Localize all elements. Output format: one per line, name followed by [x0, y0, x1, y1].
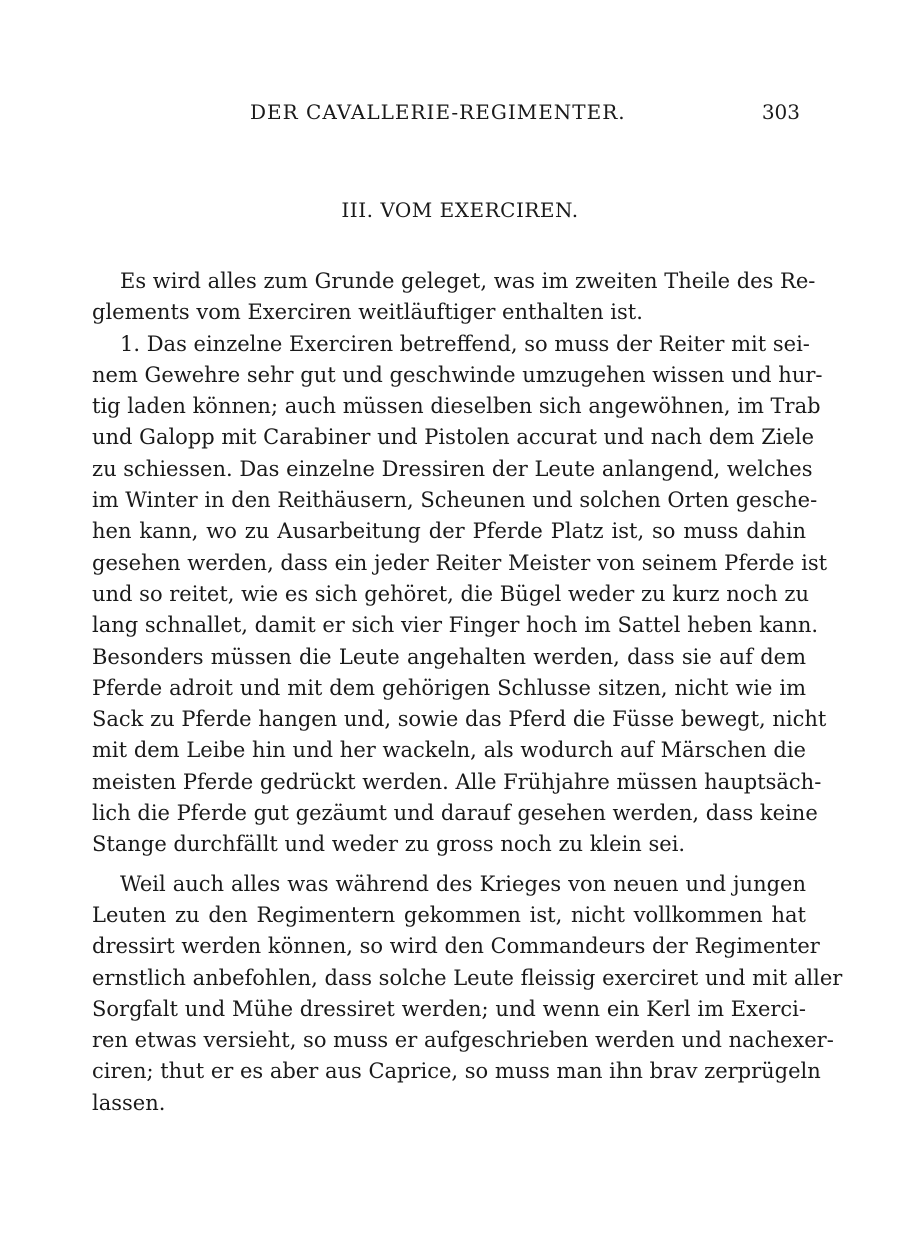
paragraph: [92, 266, 816, 329]
text-line: und Galopp mit Carabiner und Pistolen accurat und nach dem Ziele: [92, 425, 815, 450]
text-line: Leuten zu den Regimentern gekommen ist, nicht vollkommen hat: [92, 902, 806, 927]
text-line: nem Gewehre sehr gut und geschwinde umzugehen wissen und hur-: [92, 362, 823, 387]
text-line: lang schnallet, damit er sich vier Finger hoch im Sattel heben kann.: [92, 613, 819, 638]
text-line: Sack zu Pferde hangen und, sowie das Pferd die Füsse bewegt, nicht: [92, 707, 827, 732]
text-line: Es wird alles zum Grunde geleget, was im zweiten Theile des Re-: [120, 269, 816, 293]
paragraph: [92, 329, 828, 861]
text-line: 1. Das einzelne Exerciren betreffend, so muss der Reiter mit sei-: [120, 331, 810, 356]
text-line: tig laden können; auch müssen dieselben sich angewöhnen, im Trab: [92, 394, 821, 419]
text-line: lich die Pferde gut gezäumt und darauf gesehen werden, dass keine: [92, 801, 818, 826]
text-line: lassen.: [92, 1090, 166, 1115]
text-line: gesehen werden, dass ein jeder Reiter Meister von seinem Pferde ist: [92, 550, 828, 575]
paragraph: [92, 869, 843, 1119]
text-line: mit dem Leibe hin und her wackeln, als wodurch auf Märschen die: [92, 738, 806, 763]
section-title: III. VOM EXERCIREN.: [341, 198, 579, 222]
text-line: Weil auch alles was während des Krieges von neuen und jungen: [120, 871, 806, 896]
text-line: meisten Pferde gedrückt werden. Alle Frühjahre müssen hauptsäch-: [92, 769, 822, 794]
page-number: 303: [761, 100, 800, 124]
text-line: ciren; thut er es aber aus Caprice, so muss man ihn brav zerprügeln: [92, 1059, 821, 1084]
text-line: Stange durchfällt und weder zu gross noch zu klein sei.: [92, 832, 686, 857]
text-line: Pferde adroit und mit dem gehörigen Schlusse sitzen, nicht wie im: [92, 675, 806, 700]
body-text: [92, 266, 843, 1119]
text-line: glements vom Exerciren weitläuftiger enthalten ist.: [92, 300, 643, 325]
text-line: dressirt werden können, so wird den Commandeurs der Regimenter: [92, 934, 820, 959]
running-title: DER CAVALLERIE-REGIMENTER.: [250, 100, 626, 124]
text-line: und so reitet, wie es sich gehöret, die Bügel weder zu kurz noch zu: [92, 581, 810, 606]
text-line: Sorgfalt und Mühe dressiret werden; und wenn ein Kerl im Exerci-: [92, 996, 806, 1021]
text-line: im Winter in den Reithäusern, Scheunen und solchen Orten gesche-: [92, 488, 818, 513]
text-line: zu schiessen. Das einzelne Dressiren der Leute anlangend, welches: [92, 456, 813, 481]
running-head: [120, 100, 800, 130]
text-line: ernstlich anbefohlen, dass solche Leute fleissig exerciret und mit aller: [92, 965, 843, 990]
text-line: hen kann, wo zu Ausarbeitung der Pferde Platz ist, so muss dahin: [92, 519, 806, 544]
text-line: ren etwas versieht, so muss er aufgeschrieben werden und nachexer-: [92, 1028, 834, 1053]
text-line: Besonders müssen die Leute angehalten werden, dass sie auf dem: [92, 644, 806, 669]
paragraph-gap: [92, 861, 806, 869]
